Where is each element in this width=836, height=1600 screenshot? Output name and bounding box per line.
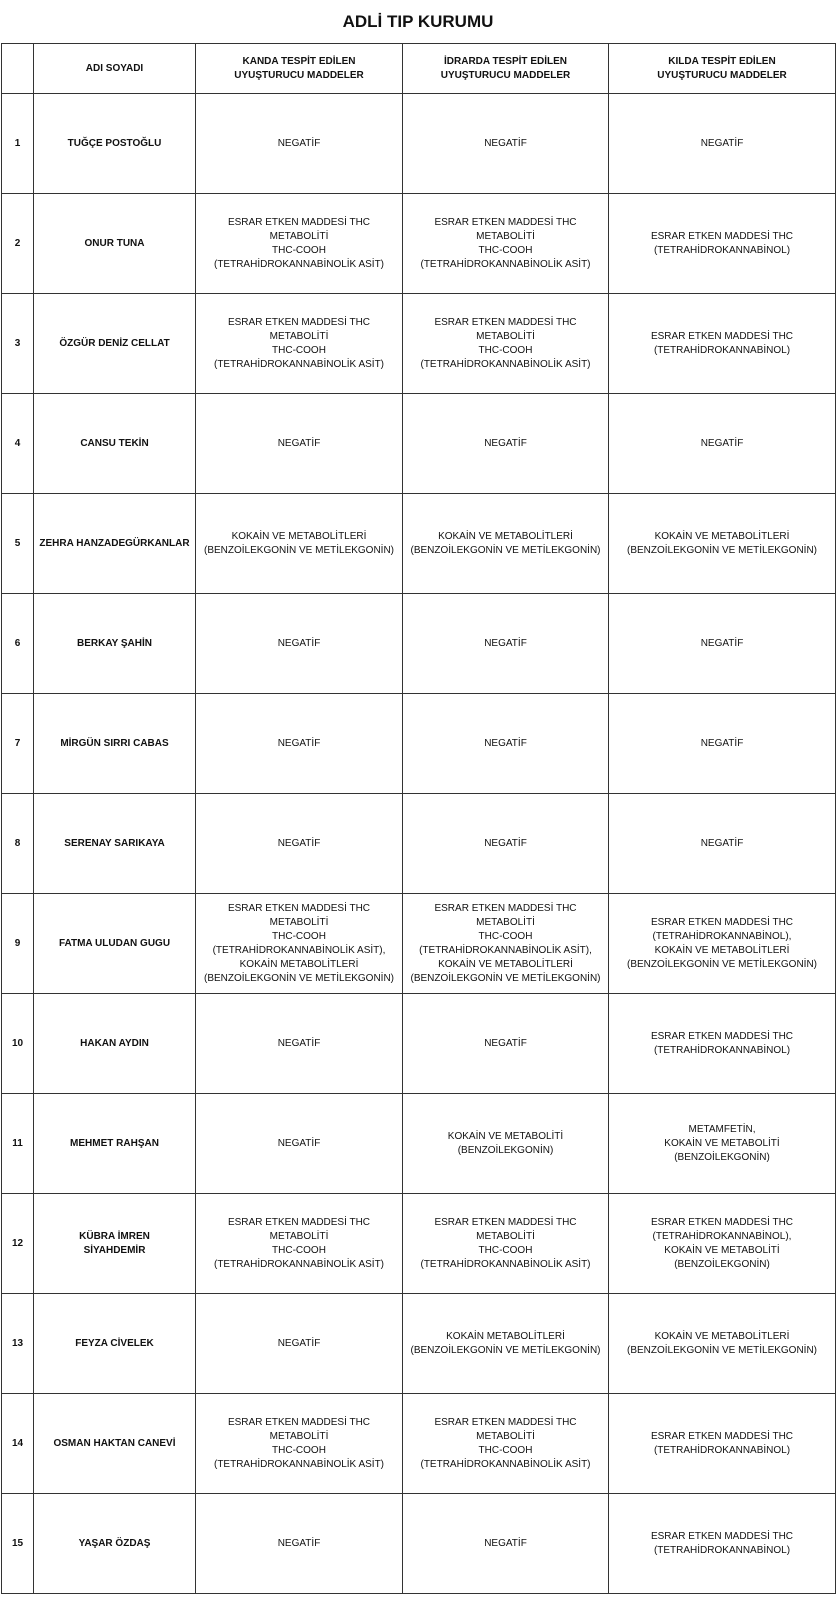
hair-result (609, 194, 836, 294)
header-urine (403, 44, 609, 94)
urine-result-line: NEGATİF (484, 437, 527, 449)
blood-result (196, 1494, 403, 1594)
hair-result (609, 394, 836, 494)
blood-result-line: KOKAİN METABOLİTLERİ (239, 958, 359, 970)
blood-result-line: (TETRAHİDROKANNABİNOLİK ASİT) (213, 1258, 385, 1270)
hair-result-line: (TETRAHİDROKANNABİNOL), (652, 930, 792, 942)
blood-result-line: KOKAİN VE METABOLİTLERİ (231, 530, 367, 542)
header-hair-line: KILDA TESPİT EDİLEN (668, 55, 776, 67)
hair-result-line: (TETRAHİDROKANNABİNOL) (653, 1544, 791, 1556)
blood-result-line: NEGATİF (277, 1537, 321, 1549)
blood-result-line: NEGATİF (277, 1137, 321, 1149)
blood-result-line: ESRAR ETKEN MADDESİ THC METABOLİTİ (227, 216, 371, 242)
hair-result-line: KOKAİN VE METABOLİTLERİ (654, 530, 790, 542)
hair-result-line: (BENZOİLEKGONİN VE METİLEKGONİN) (626, 1344, 818, 1356)
hair-result (609, 1194, 836, 1294)
person-name (34, 1394, 196, 1494)
hair-result-line: (BENZOİLEKGONİN VE METİLEKGONİN) (626, 958, 818, 970)
urine-result (403, 1194, 609, 1294)
row-number: 6 (2, 594, 34, 694)
urine-result-line: NEGATİF (484, 837, 527, 849)
urine-result (403, 594, 609, 694)
blood-result-line: THC-COOH (272, 344, 326, 356)
urine-result (403, 1394, 609, 1494)
person-name-line: ZEHRA HANZADEGÜRKANLAR (39, 537, 190, 549)
urine-result-line: KOKAİN VE METABOLİTLERİ (438, 530, 573, 542)
urine-result-line: (TETRAHİDROKANNABİNOLİK ASİT) (420, 1458, 591, 1470)
urine-result-line: THC-COOH (478, 930, 533, 942)
person-name-line: FEYZA CİVELEK (75, 1337, 154, 1349)
hair-result (609, 894, 836, 994)
urine-result-line: (BENZOİLEKGONİN VE METİLEKGONİN) (410, 1344, 601, 1356)
blood-result-line: ESRAR ETKEN MADDESİ THC METABOLİTİ (227, 316, 371, 342)
table-row (2, 1394, 836, 1494)
header-row (2, 44, 836, 94)
header-blood-line: UYUŞTURUCU MADDELER (234, 69, 364, 81)
hair-result-line: (BENZOİLEKGONİN) (674, 1258, 770, 1270)
table-row (2, 494, 836, 594)
blood-result-line: (BENZOİLEKGONİN VE METİLEKGONİN) (203, 972, 395, 984)
hair-result-line: KOKAİN VE METABOLİTLERİ (654, 944, 790, 956)
urine-result-line: (BENZOİLEKGONİN) (457, 1144, 554, 1156)
person-name-line: SİYAHDEMİR (83, 1244, 146, 1256)
blood-result-line: ESRAR ETKEN MADDESİ THC METABOLİTİ (227, 1216, 371, 1242)
person-name-line: BERKAY ŞAHİN (76, 637, 153, 649)
table-row (2, 794, 836, 894)
person-name (34, 194, 196, 294)
blood-result-line: THC-COOH (272, 1444, 326, 1456)
blood-result (196, 1394, 403, 1494)
header-name: ADI SOYADI (34, 44, 196, 94)
urine-result (403, 894, 609, 994)
urine-result-line: NEGATİF (484, 1537, 527, 1549)
person-name (34, 494, 196, 594)
hair-result (609, 994, 836, 1094)
urine-result-line: ESRAR ETKEN MADDESİ THC METABOLİTİ (434, 1416, 577, 1442)
row-number: 12 (2, 1194, 34, 1294)
blood-result-line: (TETRAHİDROKANNABİNOLİK ASİT), (212, 944, 386, 956)
hair-result (609, 1294, 836, 1394)
header-urine-line: UYUŞTURUCU MADDELER (440, 69, 571, 81)
urine-result (403, 694, 609, 794)
person-name-line: MİRGÜN SIRRI CABAS (60, 737, 169, 749)
hair-result-line: (TETRAHİDROKANNABİNOL) (653, 244, 791, 256)
urine-result-line: NEGATİF (484, 737, 527, 749)
hair-result-line: ESRAR ETKEN MADDESİ THC (650, 1430, 794, 1442)
person-name (34, 1294, 196, 1394)
table-row (2, 894, 836, 994)
urine-result-line: (TETRAHİDROKANNABİNOLİK ASİT) (420, 1258, 591, 1270)
blood-result (196, 594, 403, 694)
person-name-line: FATMA ULUDAN GUGU (58, 937, 171, 949)
row-number: 2 (2, 194, 34, 294)
hair-result (609, 94, 836, 194)
blood-result-line: NEGATİF (277, 1337, 321, 1349)
hair-result-line: ESRAR ETKEN MADDESİ THC (650, 1216, 794, 1228)
urine-result-line: (TETRAHİDROKANNABİNOLİK ASİT) (420, 258, 591, 270)
hair-result (609, 1394, 836, 1494)
person-name-line: KÜBRA İMREN (79, 1230, 150, 1242)
hair-result-line: (TETRAHİDROKANNABİNOL), (652, 1230, 792, 1242)
urine-result-line: THC-COOH (478, 344, 533, 356)
row-number: 7 (2, 694, 34, 794)
hair-result (609, 794, 836, 894)
urine-result-line: ESRAR ETKEN MADDESİ THC METABOLİTİ (434, 902, 577, 928)
hair-result-line: (BENZOİLEKGONİN) (674, 1151, 770, 1163)
hair-result-line: METAMFETİN, (688, 1123, 756, 1135)
blood-result (196, 94, 403, 194)
hair-result-line: KOKAİN VE METABOLİTİ (664, 1137, 780, 1149)
row-number: 5 (2, 494, 34, 594)
blood-result-line: NEGATİF (277, 137, 321, 149)
table-row (2, 94, 836, 194)
blood-result-line: THC-COOH (272, 1244, 326, 1256)
blood-result (196, 1294, 403, 1394)
blood-result-line: ESRAR ETKEN MADDESİ THC METABOLİTİ (227, 1416, 371, 1442)
person-name (34, 994, 196, 1094)
urine-result (403, 94, 609, 194)
hair-result-line: (TETRAHİDROKANNABİNOL) (653, 1444, 791, 1456)
urine-result (403, 994, 609, 1094)
table-row (2, 694, 836, 794)
urine-result-line: ESRAR ETKEN MADDESİ THC METABOLİTİ (434, 216, 577, 242)
table-row (2, 1194, 836, 1294)
urine-result-line: (BENZOİLEKGONİN VE METİLEKGONİN) (410, 544, 601, 556)
header-hair (609, 44, 836, 94)
urine-result (403, 394, 609, 494)
blood-result-line: (BENZOİLEKGONİN VE METİLEKGONİN) (203, 544, 395, 556)
blood-result-line: NEGATİF (277, 1037, 321, 1049)
header-no (2, 44, 34, 94)
results-table (1, 43, 836, 1594)
hair-result-line: KOKAİN VE METABOLİTLERİ (654, 1330, 790, 1342)
urine-result-line: (TETRAHİDROKANNABİNOLİK ASİT) (420, 358, 591, 370)
blood-result-line: NEGATİF (277, 437, 321, 449)
table-row (2, 294, 836, 394)
hair-result (609, 1094, 836, 1194)
person-name (34, 94, 196, 194)
table-row (2, 1294, 836, 1394)
hair-result-line: ESRAR ETKEN MADDESİ THC (650, 1030, 794, 1042)
hair-result (609, 694, 836, 794)
person-name (34, 594, 196, 694)
row-number: 8 (2, 794, 34, 894)
row-number: 10 (2, 994, 34, 1094)
urine-result-line: ESRAR ETKEN MADDESİ THC METABOLİTİ (434, 1216, 577, 1242)
urine-result-line: THC-COOH (478, 1444, 533, 1456)
table-row (2, 994, 836, 1094)
urine-result-line: THC-COOH (478, 244, 533, 256)
person-name (34, 894, 196, 994)
hair-result-line: ESRAR ETKEN MADDESİ THC (650, 1530, 794, 1542)
person-name-line: MEHMET RAHŞAN (70, 1137, 159, 1149)
blood-result-line: NEGATİF (277, 637, 321, 649)
row-number: 15 (2, 1494, 34, 1594)
urine-result (403, 1094, 609, 1194)
table-row (2, 194, 836, 294)
person-name (34, 1094, 196, 1194)
urine-result (403, 294, 609, 394)
person-name-line: OSMAN HAKTAN CANEVİ (53, 1437, 176, 1449)
hair-result-line: KOKAİN VE METABOLİTİ (664, 1244, 780, 1256)
blood-result (196, 1194, 403, 1294)
hair-result (609, 294, 836, 394)
urine-result-line: (BENZOİLEKGONİN VE METİLEKGONİN) (410, 972, 601, 984)
hair-result-line: (BENZOİLEKGONİN VE METİLEKGONİN) (626, 544, 818, 556)
blood-result-line: NEGATİF (277, 737, 321, 749)
blood-result (196, 1094, 403, 1194)
urine-result-line: THC-COOH (478, 1244, 533, 1256)
hair-result (609, 494, 836, 594)
row-number: 1 (2, 94, 34, 194)
urine-result-line: KOKAİN VE METABOLİTLERİ (438, 958, 573, 970)
blood-result-line: NEGATİF (277, 837, 321, 849)
table-body (2, 94, 836, 1594)
blood-result-line: (TETRAHİDROKANNABİNOLİK ASİT) (213, 1458, 385, 1470)
blood-result (196, 994, 403, 1094)
row-number: 13 (2, 1294, 34, 1394)
table-row (2, 394, 836, 494)
hair-result-line: ESRAR ETKEN MADDESİ THC (650, 230, 794, 242)
hair-result (609, 1494, 836, 1594)
header-blood-line: KANDA TESPİT EDİLEN (242, 55, 356, 67)
blood-result-line: (TETRAHİDROKANNABİNOLİK ASİT) (213, 358, 385, 370)
hair-result-line: NEGATİF (700, 637, 744, 649)
table-row (2, 594, 836, 694)
hair-result-line: NEGATİF (700, 437, 744, 449)
blood-result-line: (TETRAHİDROKANNABİNOLİK ASİT) (213, 258, 385, 270)
blood-result (196, 494, 403, 594)
urine-result-line: NEGATİF (484, 1037, 527, 1049)
blood-result-line: ESRAR ETKEN MADDESİ THC METABOLİTİ (227, 902, 371, 928)
urine-result-line: ESRAR ETKEN MADDESİ THC METABOLİTİ (434, 316, 577, 342)
urine-result (403, 494, 609, 594)
urine-result-line: KOKAİN METABOLİTLERİ (446, 1330, 565, 1342)
header-blood (196, 44, 403, 94)
hair-result-line: ESRAR ETKEN MADDESİ THC (650, 330, 794, 342)
blood-result (196, 794, 403, 894)
blood-result (196, 294, 403, 394)
table-row (2, 1094, 836, 1194)
header-hair-line: UYUŞTURUCU MADDELER (657, 69, 787, 81)
person-name (34, 1194, 196, 1294)
row-number: 14 (2, 1394, 34, 1494)
hair-result (609, 594, 836, 694)
page-title: ADLİ TIP KURUMU (342, 12, 494, 31)
person-name (34, 694, 196, 794)
person-name-line: ONUR TUNA (84, 237, 145, 249)
header-urine-line: İDRARDA TESPİT EDİLEN (444, 55, 567, 67)
row-number: 11 (2, 1094, 34, 1194)
person-name-line: ÖZGÜR DENİZ CELLAT (59, 337, 170, 349)
hair-result-line: NEGATİF (700, 837, 744, 849)
urine-result-line: NEGATİF (484, 137, 527, 149)
urine-result-line: KOKAİN VE METABOLİTİ (447, 1130, 564, 1142)
row-number: 3 (2, 294, 34, 394)
urine-result (403, 1294, 609, 1394)
blood-result-line: THC-COOH (272, 930, 326, 942)
urine-result-line: NEGATİF (484, 637, 527, 649)
person-name (34, 294, 196, 394)
urine-result (403, 794, 609, 894)
urine-result (403, 1494, 609, 1594)
hair-result-line: (TETRAHİDROKANNABİNOL) (653, 344, 791, 356)
person-name-line: HAKAN AYDIN (80, 1037, 149, 1049)
blood-result (196, 694, 403, 794)
person-name-line: CANSU TEKİN (80, 437, 149, 449)
hair-result-line: NEGATİF (700, 737, 744, 749)
person-name-line: YAŞAR ÖZDAŞ (78, 1537, 151, 1549)
row-number: 9 (2, 894, 34, 994)
person-name (34, 394, 196, 494)
blood-result (196, 394, 403, 494)
hair-result-line: (TETRAHİDROKANNABİNOL) (653, 1044, 791, 1056)
urine-result-line: (TETRAHİDROKANNABİNOLİK ASİT), (419, 944, 592, 956)
table-row (2, 1494, 836, 1594)
hair-result-line: ESRAR ETKEN MADDESİ THC (650, 916, 794, 928)
blood-result (196, 894, 403, 994)
blood-result (196, 194, 403, 294)
hair-result-line: NEGATİF (700, 137, 744, 149)
person-name-line: TUĞÇE POSTOĞLU (67, 137, 162, 149)
row-number: 4 (2, 394, 34, 494)
urine-result (403, 194, 609, 294)
blood-result-line: THC-COOH (272, 244, 326, 256)
person-name (34, 1494, 196, 1594)
person-name-line: SERENAY SARIKAYA (64, 837, 165, 849)
person-name (34, 794, 196, 894)
